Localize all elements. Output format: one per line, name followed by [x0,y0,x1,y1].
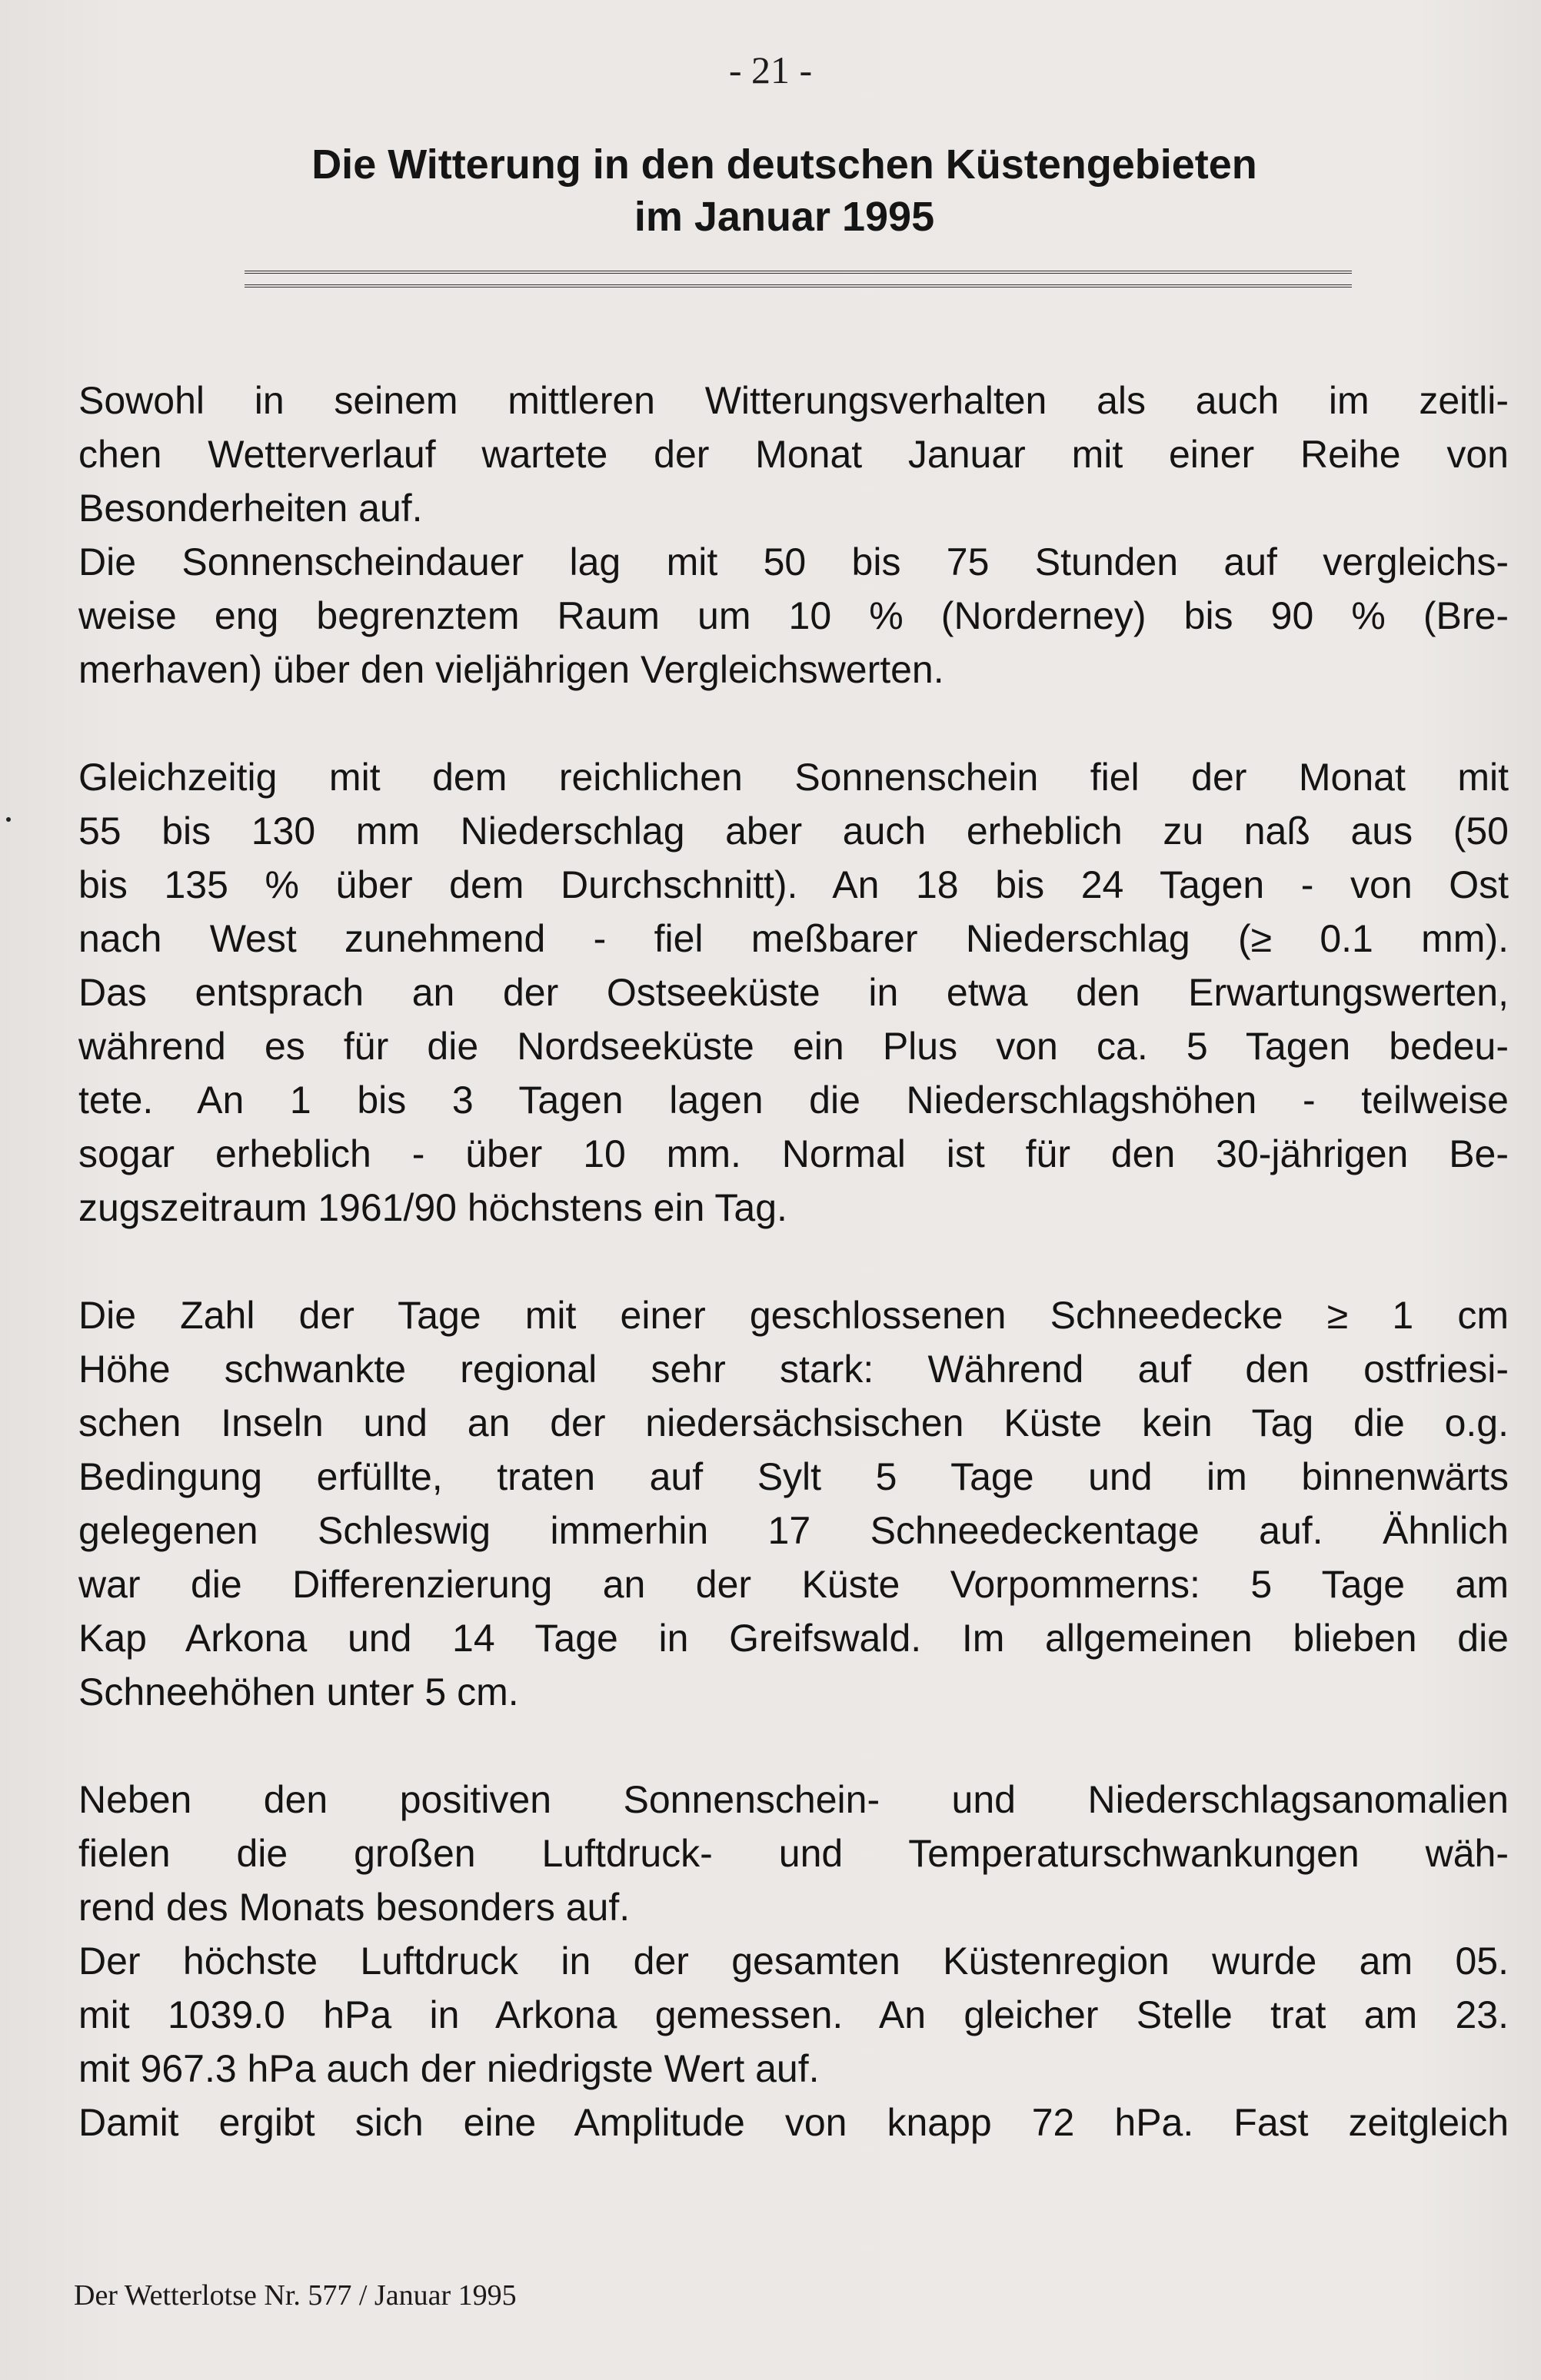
title-double-underline [245,271,1352,288]
text-line: Die Sonnenscheindauer lag mit 50 bis 75 Stunden auf vergleichs- [78,540,1509,583]
text-line: Damit ergibt sich eine Amplitude von knapp 72 hPa. Fast zeitgleich [78,2101,1509,2144]
text-line: gelegenen Schleswig immerhin 17 Schneedeckentage auf. Ähnlich [78,1509,1509,1552]
text-line: Neben den positiven Sonnenschein- und Niederschlagsanomalien [78,1778,1509,1821]
text-line: Sowohl in seinem mittleren Witterungsverhalten als auch im zeitli- [78,379,1509,422]
article-title-line: im Januar 1995 [634,194,935,240]
text-line: mit 1039.0 hPa in Arkona gemessen. An gleicher Stelle trat am 23. [78,1993,1509,2036]
text-line: chen Wetterverlauf wartete der Monat Januar mit einer Reihe von [78,433,1509,476]
text-line: Das entsprach an der Ostseeküste in etwa den Erwartungswerten, [78,971,1509,1014]
paragraph-gap [78,1719,1509,1773]
text-line: Kap Arkona und 14 Tage in Greifswald. Im allgemeinen blieben die [78,1617,1509,1660]
text-line: bis 135 % über dem Durchschnitt). An 18 bis 24 Tagen - von Ost [78,863,1509,906]
text-line: Der höchste Luftdruck in der gesamten Küstenregion wurde am 05. [78,1940,1509,1983]
text-line: war die Differenzierung an der Küste Vorpommerns: 5 Tage am [78,1563,1509,1606]
text-line: schen Inseln und an der niedersächsischen Küste kein Tag die o.g. [78,1401,1509,1444]
text-line: Schneehöhen unter 5 cm. [78,1670,519,1714]
paragraph-gap [78,1235,1509,1288]
page-number: - 21 - [728,48,813,91]
text-line: tete. An 1 bis 3 Tagen lagen die Niederschlagshöhen - teilweise [78,1079,1509,1122]
article-body [78,374,1509,2149]
article-title-line: Die Witterung in den deutschen Küstengebieten [311,141,1257,188]
text-line: während es für die Nordseeküste ein Plus von ca. 5 Tagen bedeu- [78,1025,1509,1068]
footer-citation: Der Wetterlotse Nr. 577 / Januar 1995 [74,2279,517,2312]
text-line: Höhe schwankte regional sehr stark: Während auf den ostfriesi- [78,1348,1509,1391]
text-line: sogar erheblich - über 10 mm. Normal ist für den 30-jährigen Be- [78,1132,1509,1175]
text-line: mit 967.3 hPa auch der niedrigste Wert auf. [78,2047,820,2090]
text-line: Gleichzeitig mit dem reichlichen Sonnenschein fiel der Monat mit [78,756,1509,799]
text-line: 55 bis 130 mm Niederschlag aber auch erheblich zu naß aus (50 [78,809,1509,853]
text-line: weise eng begrenztem Raum um 10 % (Norderney) bis 90 % (Bre- [78,594,1509,637]
text-line: Bedingung erfüllte, traten auf Sylt 5 Tage und im binnenwärts [78,1455,1509,1498]
text-line: zugszeitraum 1961/90 höchstens ein Tag. [78,1186,787,1229]
article-title [0,138,1541,243]
text-line: Die Zahl der Tage mit einer geschlossenen Schneedecke ≥ 1 cm [78,1294,1509,1337]
text-line: nach West zunehmend - fiel meßbarer Niederschlag (≥ 0.1 mm). [78,917,1509,960]
text-line: fielen die großen Luftdruck- und Temperaturschwankungen wäh- [78,1832,1509,1875]
paragraph-gap [78,696,1509,750]
text-line: rend des Monats besonders auf. [78,1886,631,1929]
scan-speck [6,817,11,822]
text-line: merhaven) über den vieljährigen Vergleichswerten. [78,648,944,691]
text-line: Besonderheiten auf. [78,487,423,530]
